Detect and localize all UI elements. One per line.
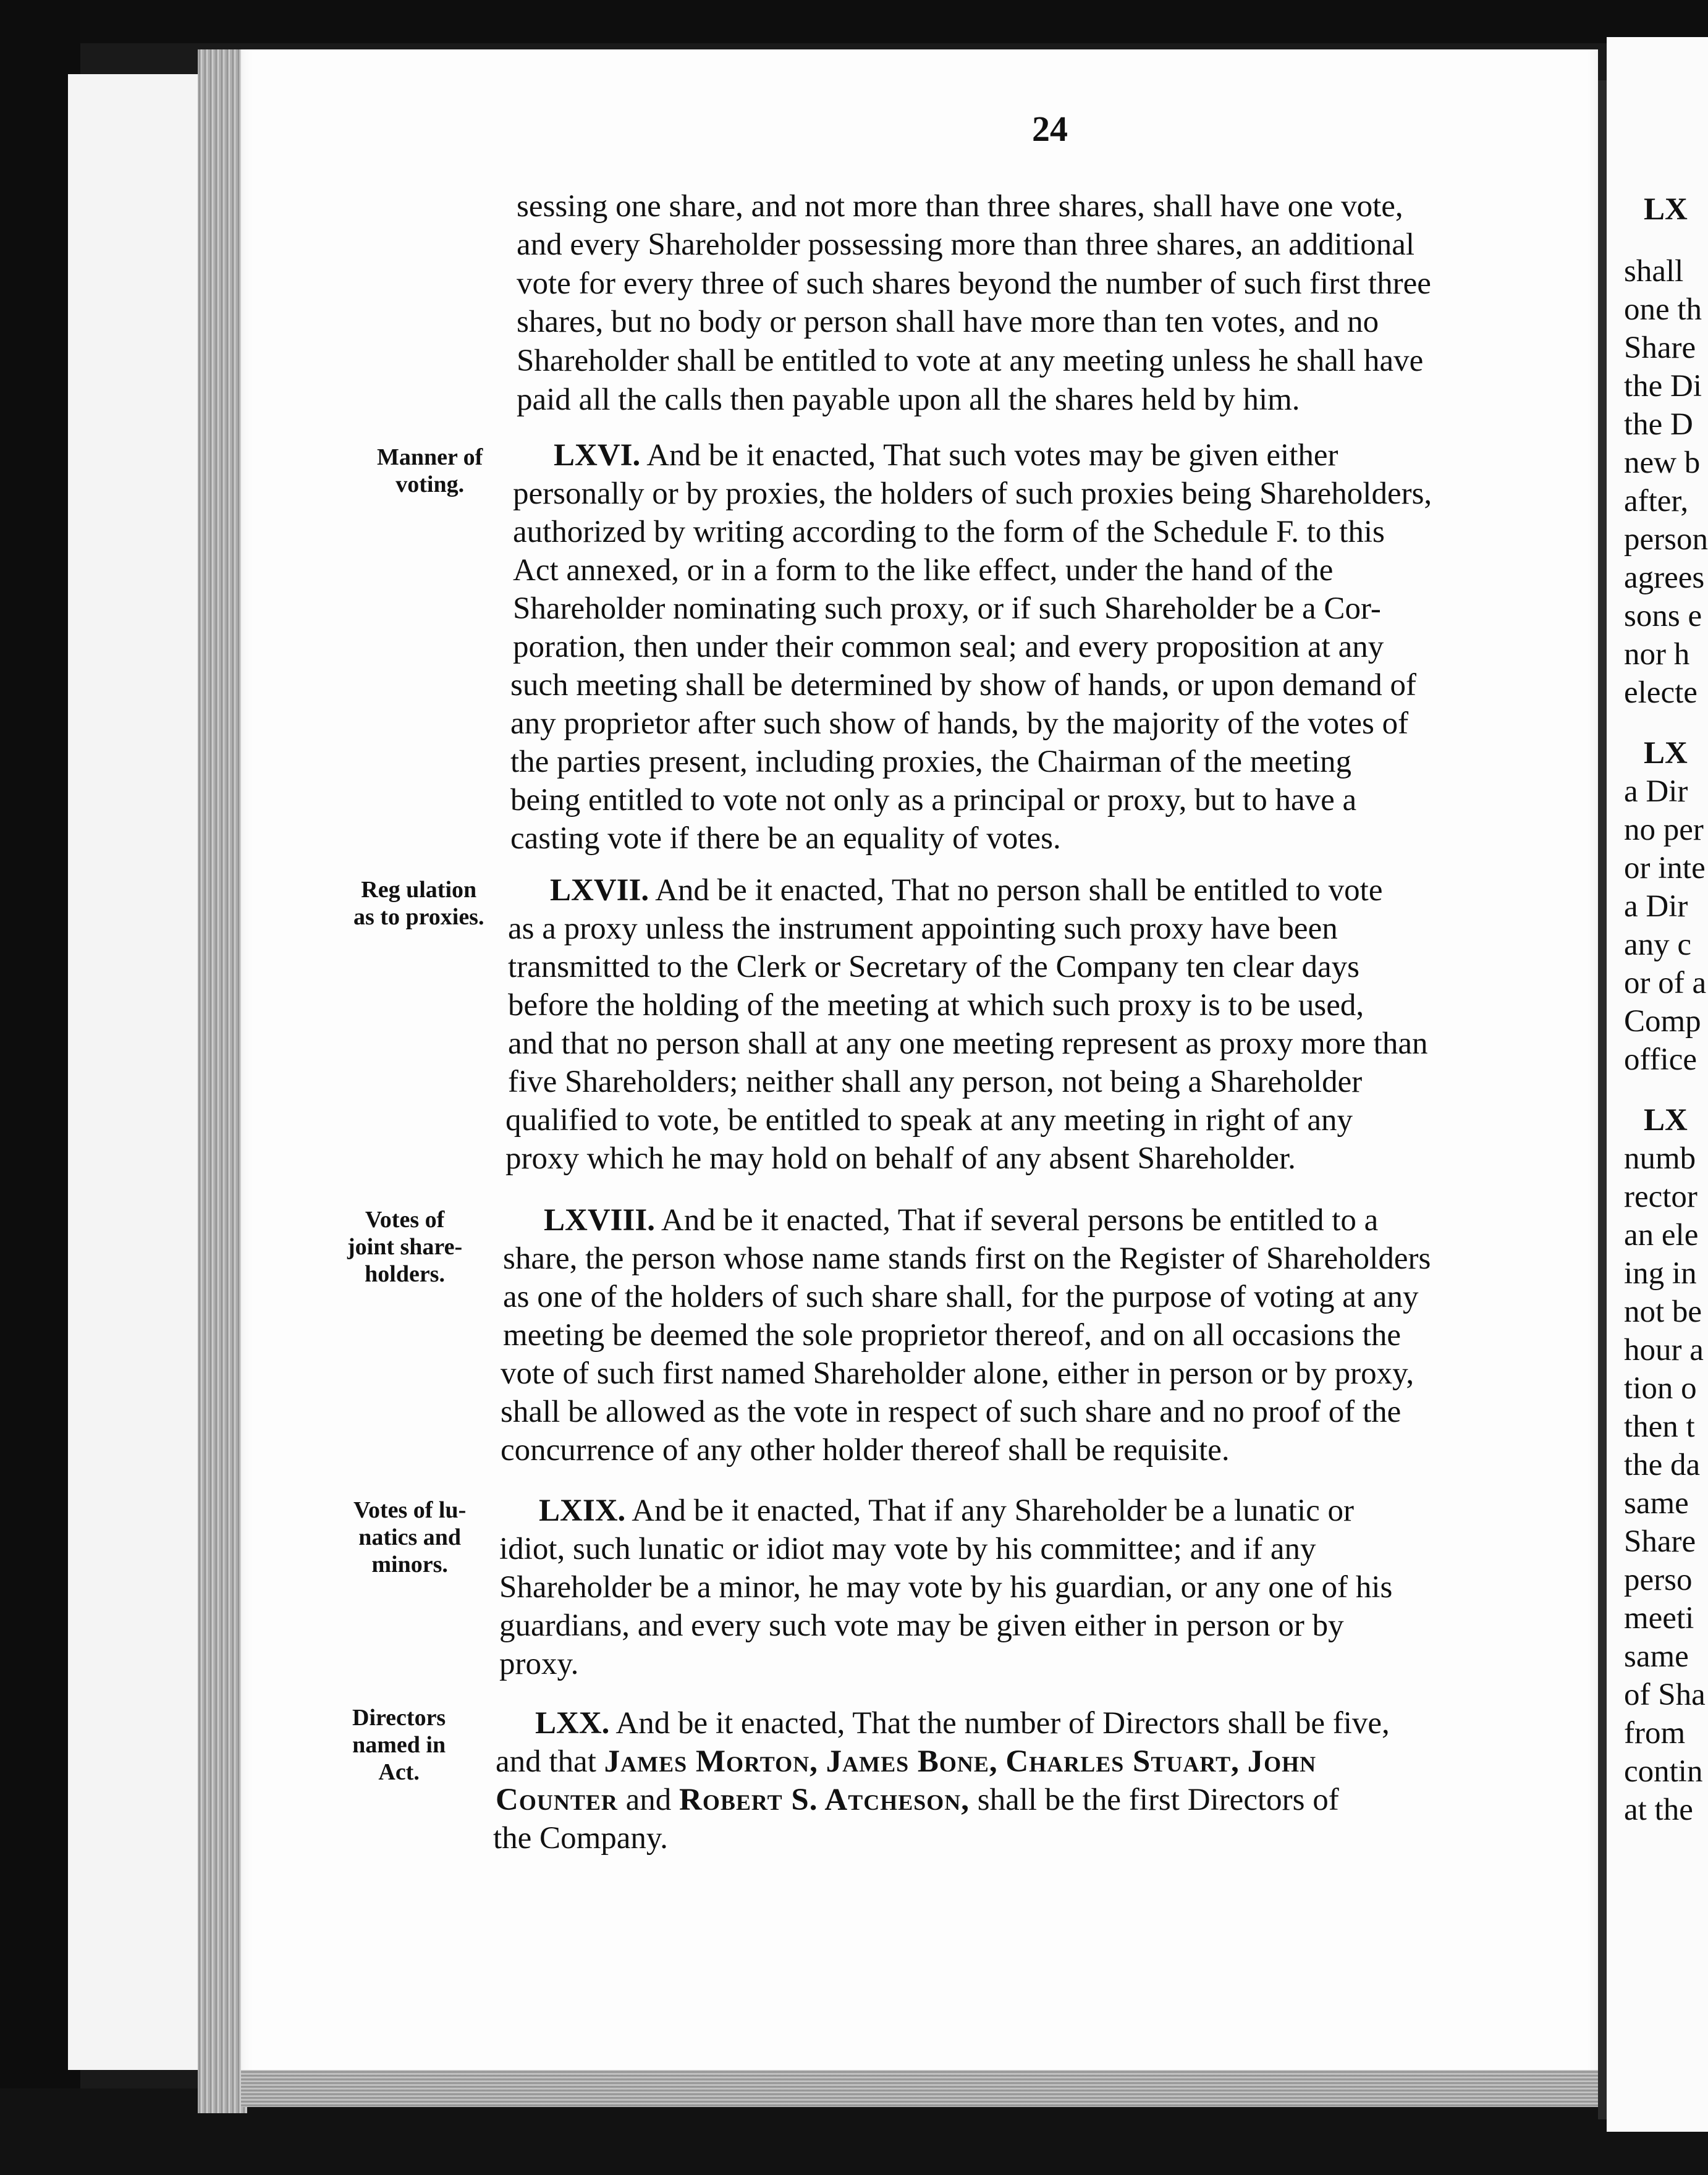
text-line: poration, then under their common seal; and every proposition at any xyxy=(513,630,1384,664)
section-lead xyxy=(535,1705,1390,1741)
facing-page xyxy=(1607,37,1708,2132)
facing-page-fragment: Share xyxy=(1624,1524,1696,1559)
facing-page-fragment: no per xyxy=(1624,813,1704,847)
text-line: And be it enacted, That the number of Directors shall be five, xyxy=(615,1706,1390,1741)
facing-page-fragment: the Di xyxy=(1624,369,1702,403)
facing-page-fragment: then t xyxy=(1624,1409,1695,1444)
director-name: John xyxy=(1247,1744,1317,1779)
facing-page-fragment: person xyxy=(1624,522,1708,557)
margin-note: Votes of joint share- holders. xyxy=(347,1207,463,1287)
text-line: authorized by writing according to the form of the Schedule F. to this xyxy=(513,515,1385,549)
text-line: as one of the holders of such share shall, for the purpose of voting at any xyxy=(503,1280,1419,1314)
facing-page-fragment: Share xyxy=(1624,331,1696,365)
facing-page-fragment: LX xyxy=(1644,736,1688,771)
facing-page-fragment: office xyxy=(1624,1042,1697,1077)
facing-page-fragment: same xyxy=(1624,1486,1689,1521)
text-line: Counter and Robert S. Atcheson, shall be the first Directors of xyxy=(496,1783,1339,1817)
text-line: before the holding of the meeting at which such proxy is to be used, xyxy=(508,988,1364,1023)
director-name: Charles Stuart, xyxy=(1005,1744,1240,1779)
facing-page-fragment: new b xyxy=(1624,446,1701,480)
facing-page-fragment: the da xyxy=(1624,1448,1701,1482)
section-lead xyxy=(544,1202,1378,1238)
page-number: 24 xyxy=(1032,109,1068,149)
facing-page-fragment: contin xyxy=(1624,1754,1703,1789)
facing-page-fragment: perso xyxy=(1624,1563,1693,1597)
facing-page-fragment: or inte xyxy=(1624,851,1706,885)
text-line: And be it enacted, That no person shall be entitled to vote xyxy=(655,873,1383,908)
facing-page-fragment: agrees xyxy=(1624,560,1705,595)
section-number: LXVI. xyxy=(554,438,641,473)
text-line: concurrence of any other holder thereof shall be requisite. xyxy=(501,1433,1230,1468)
facing-page-fragment: after, xyxy=(1624,484,1689,518)
director-name: James Bone, xyxy=(826,1744,998,1779)
text-line: proxy which he may hold on behalf of any absent Shareholder. xyxy=(505,1141,1296,1176)
facing-page-fragment: electe xyxy=(1624,675,1697,710)
facing-page-fragment: a Dir xyxy=(1624,889,1688,924)
text-line: Act annexed, or in a form to the like effect, under the hand of the xyxy=(513,553,1334,588)
outer-paper-strip xyxy=(68,74,216,2070)
text-line: qualified to vote, be entitled to speak at any meeting in right of any xyxy=(505,1103,1353,1138)
section-number: LXVIII. xyxy=(544,1203,655,1238)
section-number: LXIX. xyxy=(539,1493,626,1528)
section-lead xyxy=(550,872,1382,908)
text-line: And be it enacted, That if any Shareholder be a lunatic or xyxy=(632,1493,1355,1528)
text-line: Shareholder be a minor, he may vote by his guardian, or any one of his xyxy=(499,1570,1393,1605)
text-line: Shareholder shall be entitled to vote at any meeting unless he shall have xyxy=(517,344,1424,378)
text-line: And be it enacted, That if several persons be entitled to a xyxy=(661,1203,1379,1238)
facing-page-fragment: an ele xyxy=(1624,1218,1699,1252)
facing-page-fragment: LX xyxy=(1644,1103,1688,1138)
facing-page-fragment: rector xyxy=(1624,1180,1697,1214)
text-line: any proprietor after such show of hands, by the majority of the votes of xyxy=(510,706,1409,741)
margin-note: Reg ulation as to proxies. xyxy=(353,877,484,930)
page-edges-bottom xyxy=(241,2070,1598,2107)
facing-page-fragment: not be xyxy=(1624,1294,1702,1329)
facing-page-fragment: sons e xyxy=(1624,599,1702,633)
section-number: LXVII. xyxy=(550,873,649,908)
facing-page-fragment: a Dir xyxy=(1624,774,1688,809)
director-name: Robert S. Atcheson, xyxy=(679,1783,970,1817)
text-line: vote of such first named Shareholder alone, either in person or by proxy, xyxy=(501,1356,1414,1391)
facing-page-fragment: from xyxy=(1624,1716,1686,1751)
text-line: proxy. xyxy=(499,1647,579,1681)
text-line: Shareholder nominating such proxy, or if such Shareholder be a Cor- xyxy=(513,591,1381,626)
facing-page-fragment: numb xyxy=(1624,1141,1696,1176)
text-line: the Company. xyxy=(493,1821,668,1856)
book-gutter xyxy=(1598,80,1607,2119)
text-line: such meeting shall be determined by show of hands, or upon demand of xyxy=(510,668,1416,703)
text-line: casting vote if there be an equality of votes. xyxy=(510,821,1061,856)
facing-page-fragment: same xyxy=(1624,1639,1689,1674)
text-line: and every Shareholder possessing more than three shares, an additional xyxy=(517,227,1415,262)
text-line: transmitted to the Clerk or Secretary of the Company ten clear days xyxy=(508,950,1359,984)
section-lead xyxy=(539,1493,1354,1529)
facing-page-fragment: shall xyxy=(1624,254,1684,289)
text-line: the parties present, including proxies, the Chairman of the meeting xyxy=(510,745,1352,779)
facing-page-fragment: one th xyxy=(1624,292,1702,327)
facing-page-fragment: any c xyxy=(1624,927,1692,962)
page-edges-left xyxy=(198,49,247,2113)
facing-page-fragment: nor h xyxy=(1624,637,1690,672)
facing-page-fragment: ing in xyxy=(1624,1256,1697,1291)
text-line: share, the person whose name stands first on the Register of Shareholders xyxy=(503,1241,1431,1276)
text-line: guardians, and every such vote may be given either in person or by xyxy=(499,1608,1344,1643)
facing-page-fragment: Comp xyxy=(1624,1004,1701,1039)
text-line: idiot, such lunatic or idiot may vote by his committee; and if any xyxy=(499,1532,1316,1566)
margin-note: Manner of voting. xyxy=(377,444,483,497)
facing-page-fragment: of Sha xyxy=(1624,1678,1706,1712)
facing-page-fragment: tion o xyxy=(1624,1371,1697,1406)
text-line: And be it enacted, That such votes may be given either xyxy=(646,438,1338,473)
text-line: being entitled to vote not only as a principal or proxy, but to have a xyxy=(510,783,1357,817)
text-line: meeting be deemed the sole proprietor thereof, and on all occasions the xyxy=(503,1318,1401,1353)
facing-page-fragment: or of a xyxy=(1624,966,1707,1000)
text-line: five Shareholders; neither shall any person, not being a Shareholder xyxy=(508,1065,1363,1099)
section-lead xyxy=(554,437,1338,473)
facing-page-fragment: LX xyxy=(1644,192,1688,227)
facing-page-fragment: at the xyxy=(1624,1793,1693,1827)
section-number: LXX. xyxy=(535,1706,610,1741)
facing-page-fragment: the D xyxy=(1624,407,1693,442)
text-line: and that no person shall at any one meeting represent as proxy more than xyxy=(508,1026,1428,1061)
text-line: and that James Morton, James Bone, Charles Stuart, John xyxy=(496,1744,1317,1779)
text-line: shall be allowed as the vote in respect of such share and no proof of the xyxy=(501,1395,1401,1429)
director-name: Counter xyxy=(496,1783,618,1817)
facing-page-fragment: hour a xyxy=(1624,1333,1704,1367)
margin-note: Directors named in Act. xyxy=(352,1705,446,1785)
facing-page-fragment: meeti xyxy=(1624,1601,1694,1636)
text-line: as a proxy unless the instrument appointing such proxy have been xyxy=(508,911,1338,946)
text-line: sessing one share, and not more than three shares, shall have one vote, xyxy=(517,189,1403,224)
text-line: paid all the calls then payable upon all the shares held by him. xyxy=(517,382,1300,417)
text-line: shares, but no body or person shall have more than ten votes, and no xyxy=(517,305,1379,339)
text-line: vote for every three of such shares beyond the number of such first three xyxy=(517,266,1431,301)
director-name: James Morton, xyxy=(604,1744,818,1779)
margin-note: Votes of lu- natics and minors. xyxy=(353,1497,467,1577)
scan-background-top xyxy=(0,0,1708,43)
text-line: personally or by proxies, the holders of such proxies being Shareholders, xyxy=(513,476,1432,511)
